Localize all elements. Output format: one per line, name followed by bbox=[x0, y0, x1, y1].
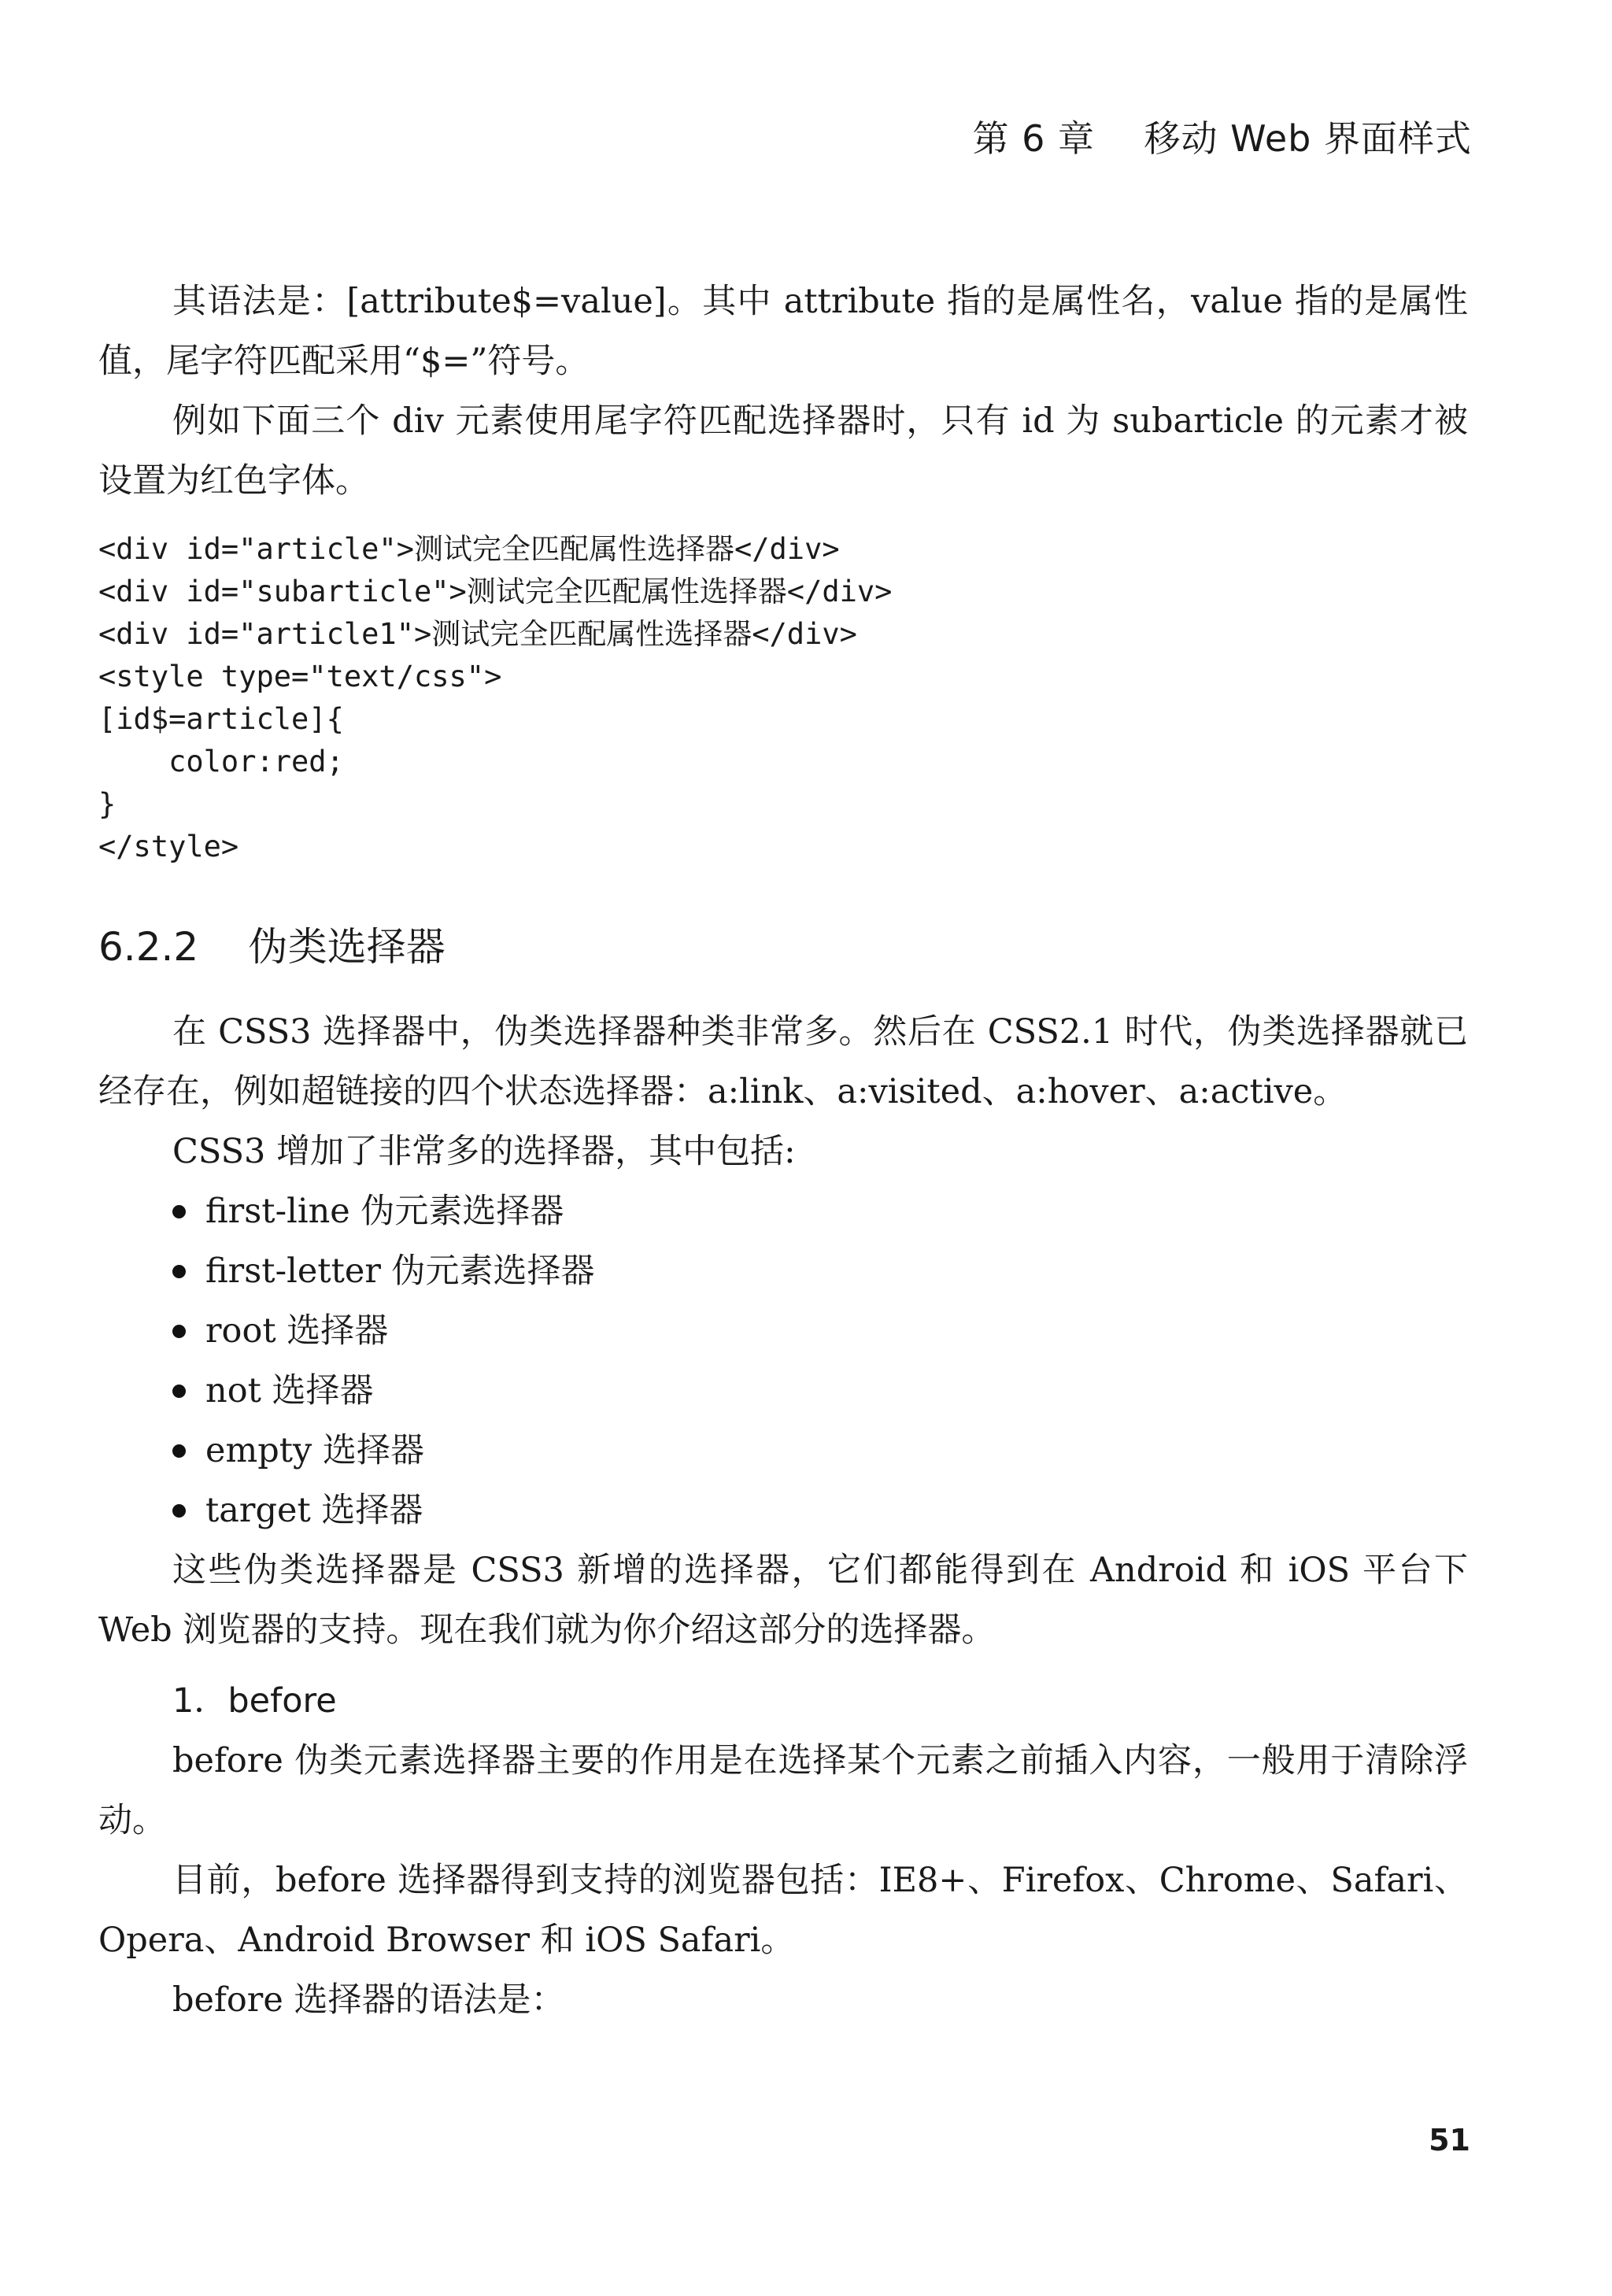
subsection-heading-before: 1．before bbox=[172, 1681, 337, 1721]
code-line: } bbox=[98, 787, 116, 821]
list-item: first-line 伪元素选择器 bbox=[172, 1181, 1468, 1241]
paragraph-before-purpose: before 伪类元素选择器主要的作用是在选择某个元素之前插入内容，一般用于清除浮动。 bbox=[98, 1741, 1468, 1840]
list-item: target 选择器 bbox=[172, 1481, 1468, 1540]
bullet-icon bbox=[172, 1325, 186, 1338]
bullet-icon bbox=[172, 1205, 186, 1218]
section-heading: 6.2.2 伪类选择器 bbox=[98, 924, 446, 970]
paragraph-example: 例如下面三个 div 元素使用尾字符匹配选择器时，只有 id 为 subarticle 的元素才被设置为红色字体。 bbox=[98, 401, 1468, 501]
bullet-icon bbox=[172, 1265, 186, 1278]
paragraph-pseudo-intro: 在 CSS3 选择器中，伪类选择器种类非常多。然后在 CSS2.1 时代，伪类选择器就已经存在，例如超链接的四个状态选择器：a:link、a:visited、a:hover、a:active。 bbox=[98, 1012, 1468, 1111]
bullet-icon bbox=[172, 1504, 186, 1518]
code-line: <div id="article">测试完全匹配属性选择器</div> bbox=[98, 532, 840, 566]
code-line: <style type="text/css"> bbox=[98, 660, 502, 693]
selector-list bbox=[98, 1181, 1468, 1540]
bullet-icon bbox=[172, 1385, 186, 1398]
page-number: 51 bbox=[1429, 2123, 1470, 2157]
code-line: </style> bbox=[98, 830, 239, 863]
paragraph-support: 这些伪类选择器是 CSS3 新增的选择器，它们都能得到在 Android 和 iOS 平台下 Web 浏览器的支持。现在我们就为你介绍这部分的选择器。 bbox=[98, 1551, 1468, 1650]
paragraph-before-browsers: 目前，before 选择器得到支持的浏览器包括：IE8+、Firefox、Chrome、Safari、Opera、Android Browser 和 iOS Safari。 bbox=[98, 1861, 1468, 1960]
list-item: root 选择器 bbox=[172, 1301, 1468, 1361]
bullet-icon bbox=[172, 1444, 186, 1458]
running-header: 第 6 章 移动 Web 界面样式 bbox=[972, 117, 1472, 160]
code-line: color:red; bbox=[98, 745, 344, 778]
paragraph-css3-list-intro: CSS3 增加了非常多的选择器，其中包括: bbox=[172, 1132, 796, 1171]
paragraph-before-syntax: before 选择器的语法是： bbox=[172, 1980, 565, 2020]
page-body bbox=[98, 272, 1468, 2030]
list-item: first-letter 伪元素选择器 bbox=[172, 1241, 1468, 1301]
code-line: <div id="article1">测试完全匹配属性选择器</div> bbox=[98, 617, 857, 651]
code-block bbox=[98, 528, 1468, 868]
list-item: empty 选择器 bbox=[172, 1421, 1468, 1481]
paragraph-syntax: 其语法是：[attribute$=value]。其中 attribute 指的是属性名，value 指的是属性值，尾字符匹配采用“$=”符号。 bbox=[98, 282, 1468, 381]
code-line: [id$=article]{ bbox=[98, 702, 344, 736]
list-item: not 选择器 bbox=[172, 1361, 1468, 1421]
code-line: <div id="subarticle">测试完全匹配属性选择器</div> bbox=[98, 575, 893, 608]
